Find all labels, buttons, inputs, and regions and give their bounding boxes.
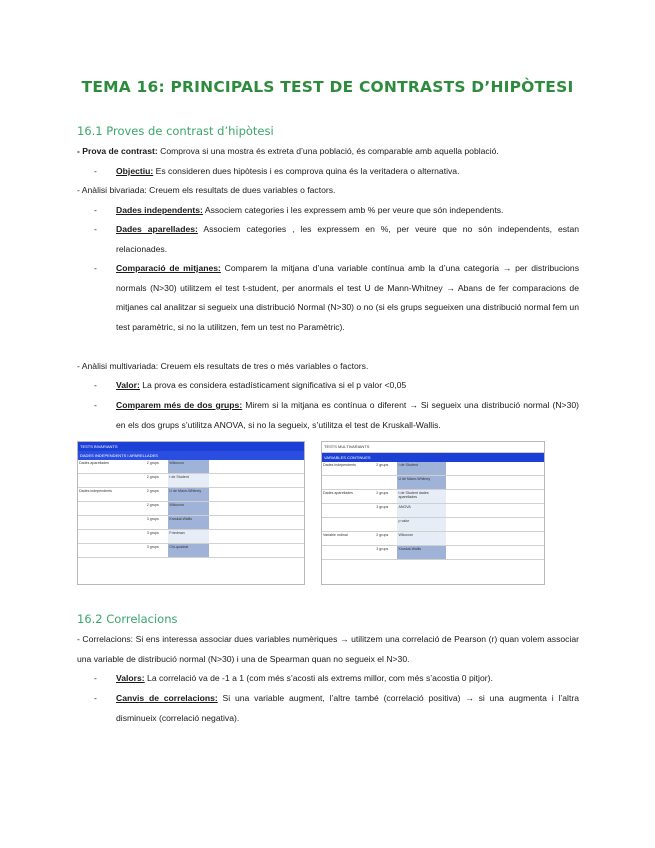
grups-bullet (116, 396, 579, 435)
section-heading-16-2: 16.2 Correlacions (77, 612, 178, 626)
mitjanes-text: Comparem la mitjana d’una variable contínua amb la d’una categoria → per distribucions normals (N>30) utilitzem el test t-student, per anormals el test U de Mann-Whitney → Abans de fer comparacions de mitjanes cal analitzar si segueix una distribució Normal (N>30) o no (si els grups segueixen una distribució normal fem un test paramètric, si no la utilitzen, fem un test no Paramètric). (116, 263, 580, 332)
aparellades-text: Associem categories , les expressem en %, per veure que no són independents, estan relacionades. (116, 224, 580, 254)
table-row: 3 grups Kruskal-Wallis (78, 516, 304, 530)
correlacions-paragraph: - Correlacions: Si ens interessa associar dues variables numèriques → utilitzem una correlació de Pearson (r) quan volem associar una variable de distribució normal (N>30) i una de Spearman quan no segueix el N>30. (77, 634, 579, 664)
table-row: 3 grups ANOVA (322, 504, 544, 518)
multivariant-tests-figure (321, 441, 545, 585)
table-row: Dades independents 2 grups U de Mann-Whitney (78, 488, 304, 502)
objectiu-text: Es consideren dues hipòtesis i es comprova quina és la veritadera o alternativa. (153, 166, 460, 176)
independents-term: Dades independents: (116, 205, 203, 215)
figure-table (322, 462, 544, 560)
canvis-term: Canvis de correlacions: (116, 693, 218, 703)
table-row: 2 grups t de Student (78, 474, 304, 488)
bullet-dash: - (94, 224, 97, 234)
objectiu-term: Objectiu: (116, 166, 154, 176)
valors-term: Valors: (116, 673, 145, 683)
valor-term: Valor: (116, 380, 140, 390)
valors-text: La correlació va de -1 a 1 (com més s’acosti als extrems millor, com més s’acostia 0 pitjor). (144, 673, 493, 683)
bullet-dash: - (94, 205, 97, 215)
section-heading-16-1: 16.1 Proves de contrast d’hipòtesi (77, 124, 274, 138)
table-row: 3 grups Chi-quadrat (78, 544, 304, 558)
prova-contrast-paragraph (77, 142, 579, 162)
mitjanes-term: Comparació de mitjanes: (116, 263, 221, 273)
canvis-text: Si una variable augment, l’altre també (correlació positiva) → si una augmenta i l’altra disminueix (correlació negativa). (116, 693, 579, 723)
valor-text: La prova es considera estadísticament significativa si el p valor <0,05 (139, 380, 407, 390)
table-row: 2 grups Wilcoxon (78, 502, 304, 516)
table-row: p valor (322, 518, 544, 532)
table-row: 3 grups Friedman (78, 530, 304, 544)
mitjanes-bullet (116, 259, 579, 337)
prova-label: - Prova de contrast: (77, 146, 158, 156)
bullet-dash: - (94, 673, 97, 683)
figure-caption-bar: DADES INDEPENDENTS I APARELLADES (78, 451, 304, 460)
table-row: Dades independents 2 grups t de Student (322, 462, 544, 476)
table-row: U de Mann-Whitney (322, 476, 544, 490)
figure-bar: TESTS BIVARIANTS (78, 442, 304, 451)
bullet-dash: - (94, 263, 97, 273)
bullet-dash: - (94, 380, 97, 390)
bullet-dash: - (94, 166, 97, 176)
figure-bar: TESTS MULTIVARIANTS (322, 442, 544, 453)
figure-table (78, 460, 304, 558)
bullet-dash: - (94, 693, 97, 703)
bivariada-paragraph: - Anàlisi bivariada: Creuem els resultats de dues variables o factors. (77, 185, 336, 195)
independents-text: Associem categories i les expressem amb % per veure que són independents. (202, 205, 504, 215)
grups-term: Comparem més de dos grups: (116, 400, 243, 410)
table-row: 3 grups Kruskal-Wallis (322, 546, 544, 560)
objectiu-bullet (116, 162, 579, 182)
table-row: Dades aparellades 2 grups t de Student dades aparellades (322, 490, 544, 504)
bivariant-tests-figure (77, 441, 305, 585)
prova-text: Comprova si una mostra és extreta d’una població, és comparable amb aquella població. (157, 146, 499, 156)
figure-caption-bar: VARIABLES CONTINUES (322, 453, 544, 462)
valor-bullet (116, 376, 579, 396)
canvis-bullet (116, 689, 579, 728)
table-row: Dades aparellades 2 grups Wilcoxon (78, 460, 304, 474)
valors-bullet (116, 669, 579, 689)
page-title: TEMA 16: PRINCIPALS TEST DE CONTRASTS D’HIPÒTESI (81, 78, 574, 96)
aparellades-term: Dades aparellades: (116, 224, 198, 234)
table-row: Variable ordinal 2 grups Wilcoxon (322, 532, 544, 546)
bullet-dash: - (94, 400, 97, 410)
grups-text: Mirem si la mitjana es contínua o diferent → Si segueix una distribució normal (N>30) en els dos grups s’utilitza ANOVA, si no la segueix, s’utilitza el test de Kruskall-Wallis. (116, 400, 579, 430)
multivariada-paragraph: - Anàlisi multivariada: Creuem els resultats de tres o més variables o factors. (77, 361, 369, 371)
aparellades-bullet (116, 220, 579, 259)
independents-bullet (116, 201, 579, 221)
